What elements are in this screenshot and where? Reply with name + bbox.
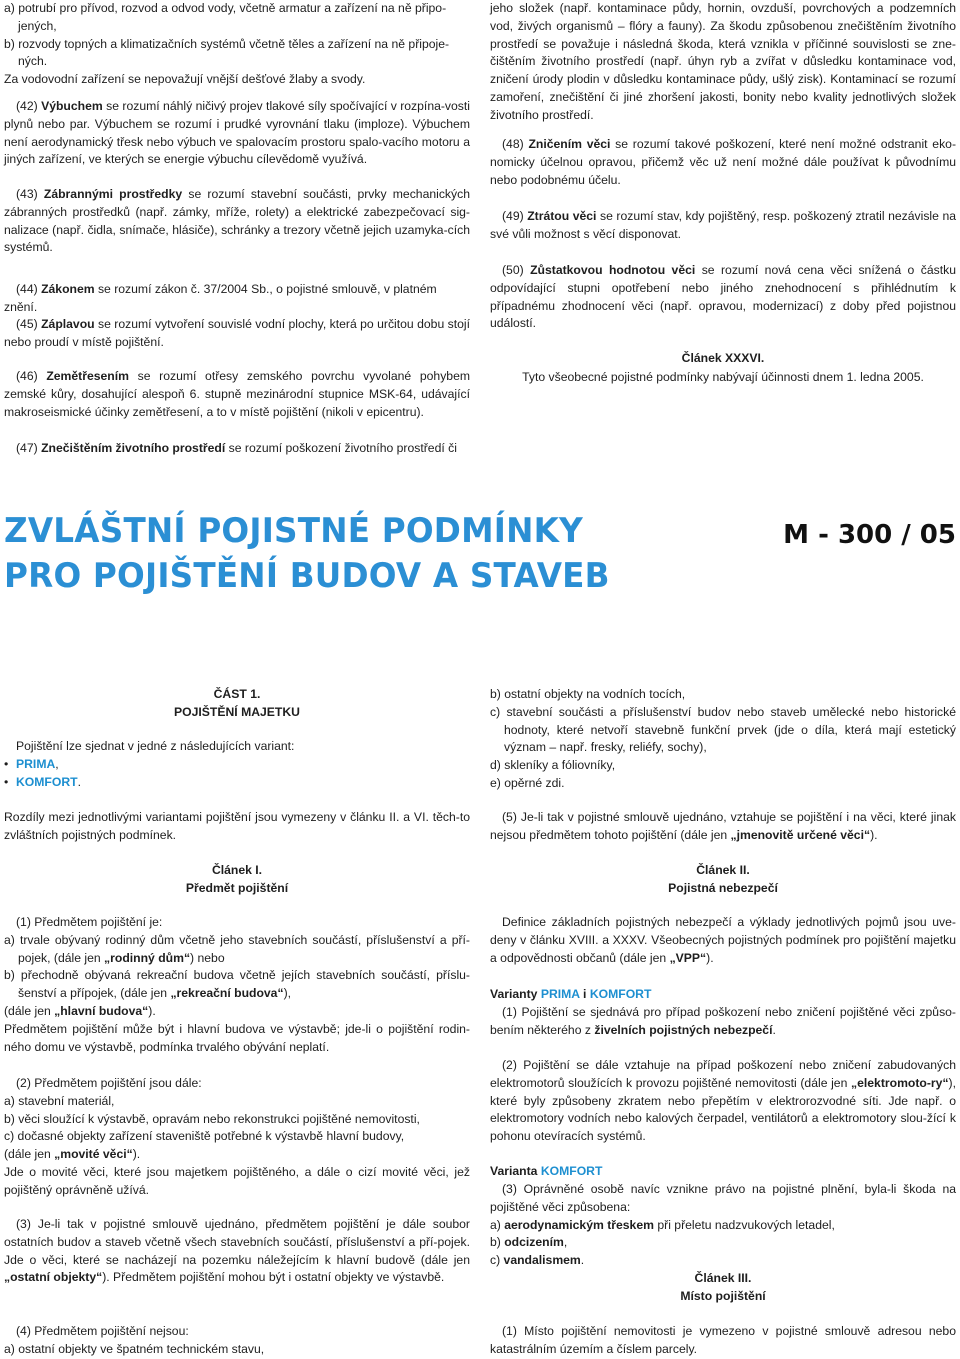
list-item: c) stavební součásti a příslušenství budov nebo staveb umělecké nebo historické hodnoty, které netvoří stavebně funkční prvek (jde o díla, která mají estetický význam – např. fresky, reliéfy, sochy), <box>490 704 956 755</box>
list-item: a) trvale obývaný rodinný dům včetně jeho stavebních součástí, příslušenství a pří-pojek, (dále jen „rodinný dům“) nebo <box>4 932 470 965</box>
list-item: c) dočasné objekty zařízení staveniště potřebné k výstavbě hlavní budovy, <box>4 1129 405 1144</box>
definition-45: (45) Záplavou se rozumí vytvoření souvislé vodní plochy, která po určitou dobu stojí nebo proudí v místě pojištění. <box>4 317 470 349</box>
definition-47-continued: jeho složek (např. kontaminace půdy, hornin, ovzduší, povrchových a podzemních vod, živých organismů – flóry a fauny). Za škodu způsobenou znečištěním životního prostředí se považuje i následná škoda, která vznikla v příčinné souvislosti se zne-čištěním životního prostředí (např. úhyn ryb a zvířat v důsledku kontaminace vod, zničení úrody plodin v důsledku kontaminace půdy, ušlý zisk). Kontaminací se rozumí zamoření, znečištění či jiné zhoršení jakosti, bonity nebo kvality jednotlivých složek životního prostředí. <box>490 1 956 122</box>
paragraph: (1) Předmětem pojištění je: <box>16 915 163 929</box>
term: Zemětřesením <box>46 369 129 383</box>
list-item: a) aerodynamickým třeskem při přeletu nadzvukových letadel, <box>490 1217 835 1232</box>
article-name: Pojistná nebezpečí <box>668 881 778 895</box>
variants-intro: Pojištění lze sjednat v jedné z následujících variant: <box>16 739 295 753</box>
effective-date-text: Tyto všeobecné pojistné podmínky nabývají účinnosti dnem 1. ledna 2005. <box>522 370 924 384</box>
article-1-paragraph-2 <box>4 1075 470 1200</box>
article-name: Místo pojištění <box>680 1289 766 1303</box>
term: Záplavou <box>41 317 95 331</box>
list-item: a) potrubí pro přívod, rozvod a odvod vody, včetně armatur a zařízení na ně připo- <box>4 1 447 15</box>
paragraph: Předmětem pojištění může být i hlavní budova ve výstavbě; jde-li o pojištění rodin-ného domu ve výstavbě, podmínka trvalého obývání neplatí. <box>4 1021 470 1054</box>
paragraph: Za vodovodní zařízení se nepovažují vnější dešťové žlaby a svody. <box>4 72 366 87</box>
term: Zůstatkovou hodnotou věci <box>530 263 696 277</box>
definition-46: (46) Zemětřesením se rozumí otřesy zemského povrchu vyvolané pohybem zemské kůry, dosahující alespoň 6. stupně mezinárodní stupnice MSK-64, udávající makroseismické účinky zemětřesení, a to v místě pojištění (nikoli v epicentru). <box>4 369 470 419</box>
paragraph: (4) Předmětem pojištění nejsou: <box>16 1324 189 1338</box>
term: Ztrátou věci <box>527 209 597 223</box>
article-2-paragraph-2: (2) Pojištění se dále vztahuje na případ poškození nebo zničení zabudovaných elektromotorů sloužících k provozu pojištěné nemovitosti (dále jen „elektromoto-ry“), které byly způsobeny zkratem nebo přepětím v elektrorozvodné síti. Jde např. o elektromotory vodních nebo kalových čerpadel, ventilátorů a elektromotory slou-žící k pohonu otevíracích systémů. <box>490 1058 956 1144</box>
article-heading: Článek II. <box>696 863 750 877</box>
article-name: Předmět pojištění <box>185 881 289 895</box>
list-item: b) odcizením, <box>490 1235 568 1250</box>
term: Znečištěním životního prostředí <box>41 441 226 455</box>
definition-44: (44) Zákonem se rozumí zákon č. 37/2004 Sb., o pojistné smlouvě, v platném znění. <box>4 282 437 314</box>
document-title-line1: ZVLÁŠTNÍ POJISTNÉ PODMÍNKY <box>4 511 583 551</box>
variants-subheading: Varianty PRIMA i KOMFORT <box>490 987 652 1001</box>
list-item: b) věci sloužící k výstavbě, opravám nebo rekonstrukci pojištěné nemovitosti, <box>4 1111 420 1126</box>
article-heading: Článek I. <box>211 863 263 877</box>
paragraph: (2) Předmětem pojištění jsou dále: <box>16 1076 202 1090</box>
document-title-line2: PRO POJIŠTĚNÍ BUDOV A STAVEB <box>4 556 610 596</box>
list-item: b) ostatní objekty na vodních tocích, <box>490 687 686 701</box>
article-1-paragraph-5: (5) Je-li tak v pojistné smlouvě ujednáno, vztahuje se pojištění i na věci, které jinak nejsou předmětem tohoto pojištění (dále jen „jmenovitě určené věci“). <box>490 810 956 842</box>
article-1-body <box>4 914 470 1056</box>
list-item: d) skleníky a fóliovníky, <box>490 758 616 773</box>
paragraph: (3) Oprávněné osobě navíc vznikne právo na pojistné plnění, byla-li škoda na pojištěné věci způsobena: <box>490 1182 956 1214</box>
list-item: b) přechodně obývaná rekreační budova včetně jejích stavebních součástí, příslu-šenství a přípojek, (dále jen „rekreační budova“), <box>4 968 470 1001</box>
definition-48: (48) Zničením věci se rozumí takové poškození, které není možné odstranit eko-nomicky účelnou opravou, přičemž věc už není možné dále používat k původnímu nebo podobnému účelu. <box>490 137 957 187</box>
article-heading: Článek III. <box>694 1271 752 1285</box>
variants-block <box>4 738 470 791</box>
article-1-exclusions <box>490 686 956 793</box>
list-item: c) vandalismem. <box>490 1253 585 1268</box>
list-item: ných. <box>18 54 48 69</box>
definition-50: (50) Zůstatkovou hodnotou věci se rozumí nová cena věci snížená o částku odpovídající stupni opotřebení nebo jiného znehodnocení s přihlédnutím k případnému zhodnocení věci (např. opravou, modernizací) z doby před pojistnou událostí. <box>490 263 956 331</box>
list-item: • KOMFORT. <box>4 774 470 792</box>
article-heading: Článek XXXVI. <box>681 351 765 365</box>
term: Zákonem <box>41 282 95 296</box>
list-item: e) opěrné zdi. <box>490 775 565 790</box>
variant-subheading: Varianta KOMFORT <box>490 1164 603 1178</box>
part-heading: ČÁST 1. <box>213 687 261 701</box>
article-1-paragraph-3: (3) Je-li tak v pojistné smlouvě ujednáno, předmětem pojištění je dále soubor ostatních budov a staveb včetně všech stavebních součástí, příslušenství a pří-pojek. Jde o věci, které se nacházejí na pozemku náležejícím k hlavní budově (dále jen „ostatní objekty“). Předmětem pojištění mohou být i ostatní objekty ve výstavbě. <box>4 1217 470 1285</box>
definition-49: (49) Ztrátou věci se rozumí stav, kdy pojištěný, resp. poškozený ztratil nezávisle na své vůli možnost s věcí disponovat. <box>490 209 957 241</box>
list-item: a) ostatní objekty ve špatném technickém stavu, <box>4 1341 265 1356</box>
part-name: POJIŠTĚNÍ MAJETKU <box>174 705 300 719</box>
list-item: jených, <box>18 18 57 33</box>
term: Výbuchem <box>41 99 103 113</box>
top-left-column <box>4 0 470 89</box>
list-item: a) stavební materiál, <box>4 1093 115 1108</box>
list-item: • PRIMA, <box>4 756 470 774</box>
definition-42: (42) Výbuchem se rozumí náhlý ničivý projev tlakové síly spočívající v rozpína-vosti plynů nebo par. Výbuchem se rozumí i prudké vyrovnání tlaku (imploze). Výbuchem není aerodynamický třesk nebo výbuch ve spalovacím prostoru spalo-vacího motoru a jiných zařízení, ve kterých se energie výbuchu cílevědomě využívá. <box>4 99 470 167</box>
paragraph: (dále jen „movité věci“). <box>4 1147 141 1162</box>
paragraph: (dále jen „hlavní budova“). <box>4 1003 156 1018</box>
article-2-paragraph-1: (1) Pojištění se sjednává pro případ poškození nebo zničení pojištěné věci způso-bením některého z živelních pojistných nebezpečí. <box>490 1005 956 1037</box>
article-2-paragraph-3 <box>490 1181 956 1270</box>
list-item: b) rozvody topných a klimatizačních systémů včetně těles a zařízení na ně připoje- <box>4 36 450 51</box>
paragraph: Jde o movité věci, které jsou majetkem pojištěného, a dále o cizí movité věci, jež pojištěný oprávněně užívá. <box>4 1164 470 1197</box>
article-2-intro: Definice základních pojistných nebezpečí a výklady jednotlivých pojmů jsou uve-deny v článku XVIII. a XXXV. Všeobecných pojistných podmínek pro pojištění majetku a odpovědnosti občanů (dále jen „VPP“). <box>490 915 956 965</box>
variants-difference: Rozdíly mezi jednotlivými variantami pojištění jsou vymezeny v článku II. a VI. těch-to zvláštních pojistných podmínek. <box>4 810 470 842</box>
term: Zábrannými prostředky <box>43 187 183 201</box>
article-3-paragraph-1: (1) Místo pojištění nemovitosti je vymezeno v pojistné smlouvě adresou nebo katastrálním územím a číslem parcely. <box>490 1324 956 1356</box>
term: Zničením věci <box>528 137 611 151</box>
document-code: M - 300 / 05 <box>783 520 956 550</box>
article-1-paragraph-4 <box>4 1323 470 1359</box>
definition-43: (43) Zábrannými prostředky se rozumí stavební součásti, prvky mechanických zábranných prostředků (např. zámky, mříže, rolety) a elektrické zabezpečovací sig-nalizace (např. čidla, snímače, hlásiče), schránky a trezory včetně jejich uzamyka-cích systémů. <box>4 187 470 255</box>
definition-47: (47) Znečištěním životního prostředí se rozumí poškození životního prostředí či <box>16 441 457 455</box>
